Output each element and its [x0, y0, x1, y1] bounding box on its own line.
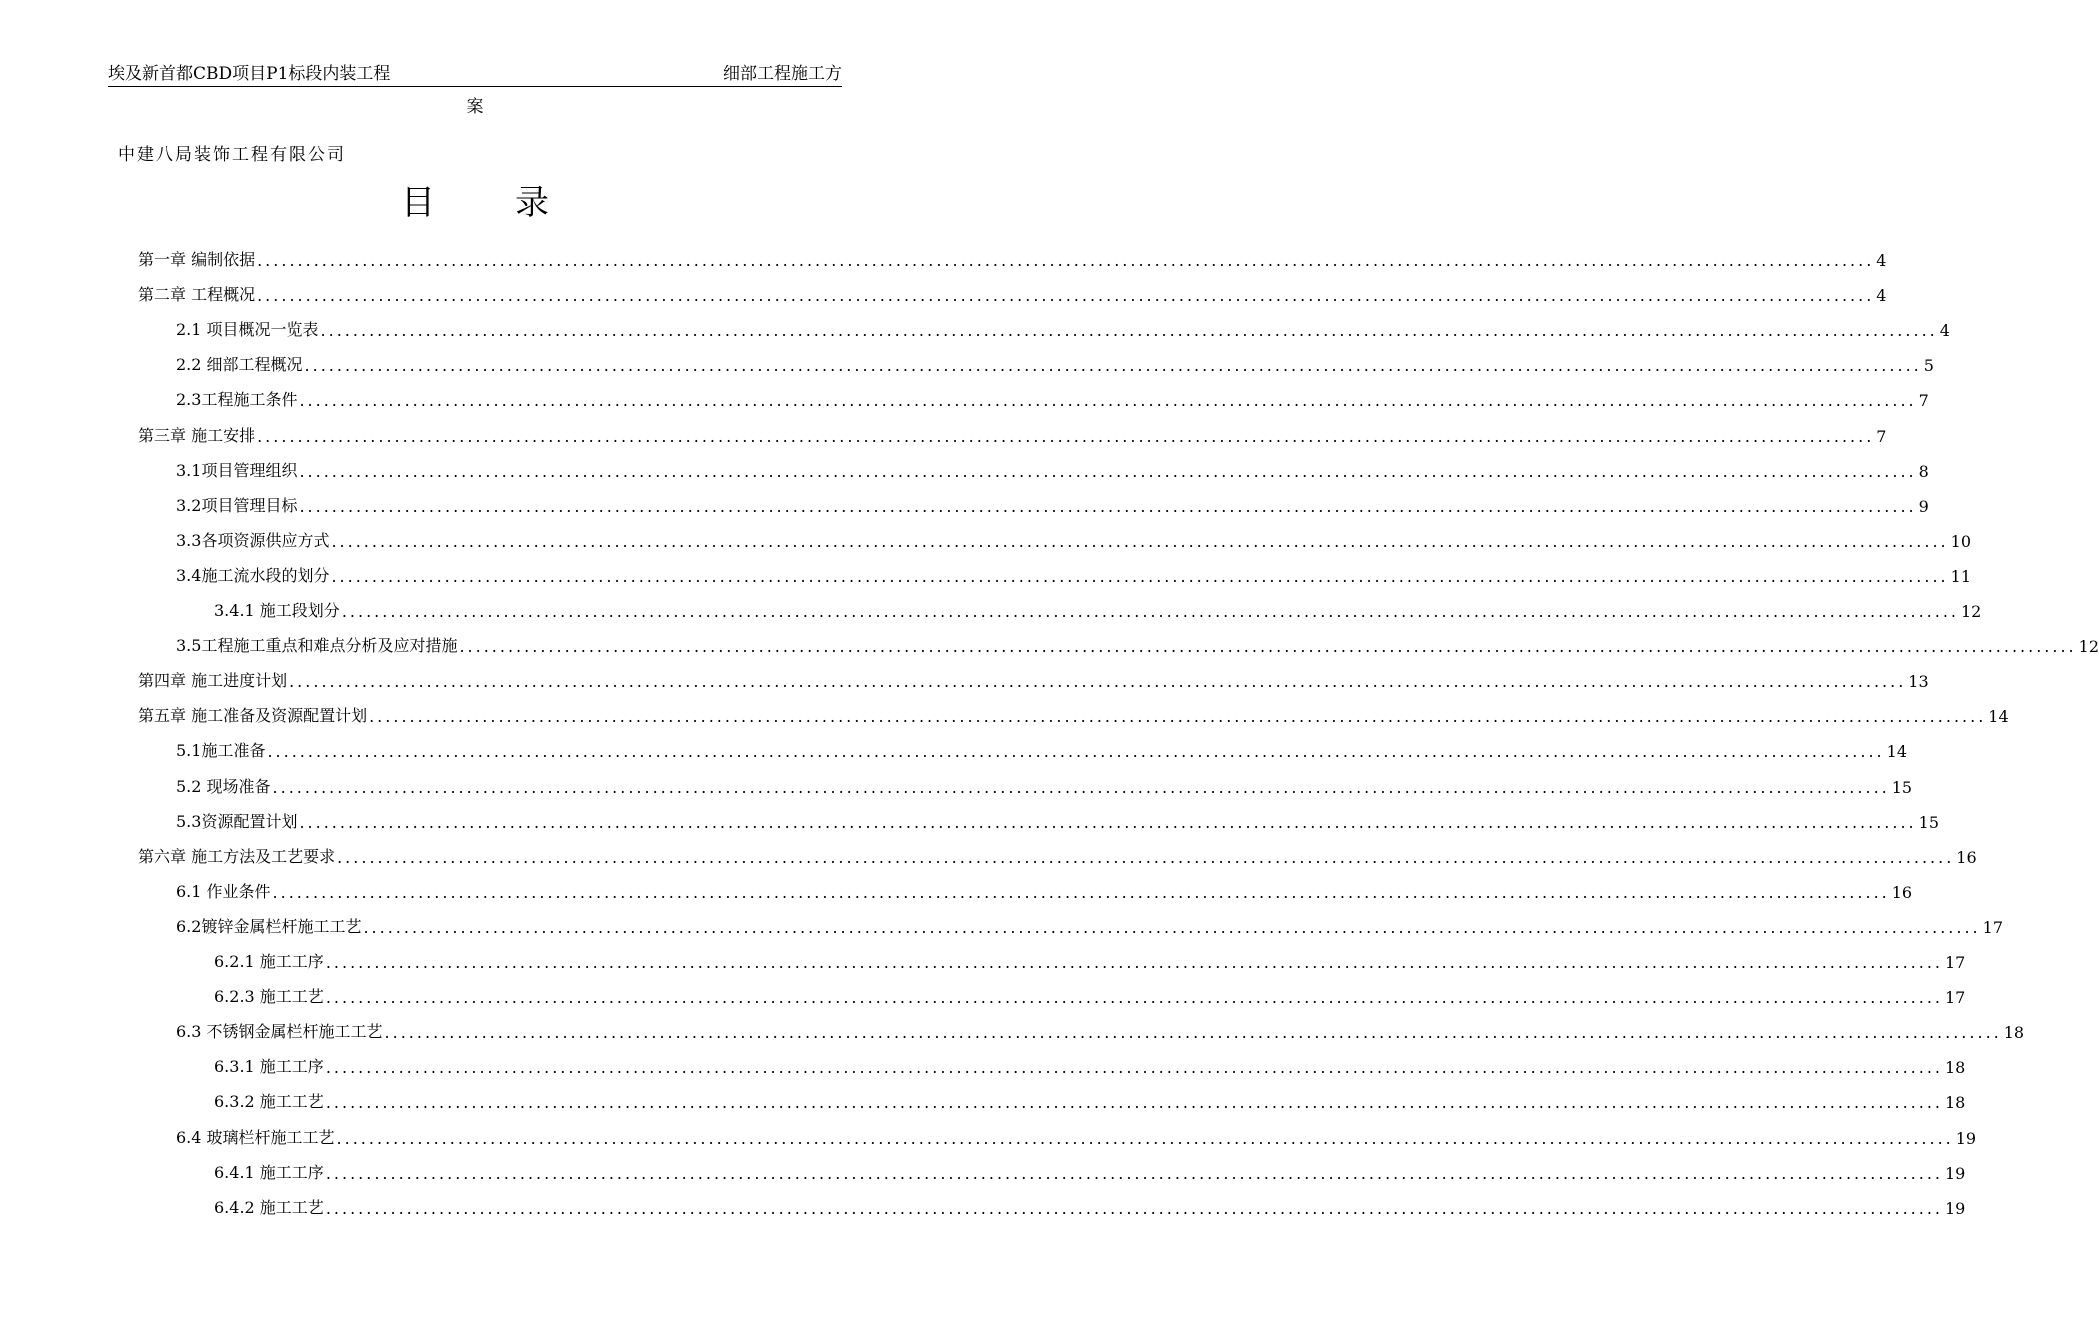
- toc-entry[interactable]: [176, 1118, 1977, 1148]
- toc-entry[interactable]: [214, 591, 1982, 621]
- toc-entry[interactable]: [176, 380, 1929, 411]
- toc-leader-dots: ........................................................................................................................................................................................................: [459, 637, 2077, 657]
- running-header: [108, 62, 842, 119]
- toc-entry[interactable]: [138, 240, 1887, 270]
- toc-entry-page: 7: [1876, 426, 1887, 446]
- toc-entry-label: 3.1项目管理组织: [176, 460, 298, 480]
- toc-entry-page: 16: [1891, 882, 1913, 902]
- toc-entry-page: 17: [1982, 917, 2003, 937]
- toc-entry-label: 5.3资源配置计划: [176, 811, 298, 831]
- toc-leader-dots: ........................................................................................................................................................................................................: [325, 1093, 1943, 1113]
- toc-entry[interactable]: [176, 731, 1907, 762]
- toc-entry-label: 第五章 施工准备及资源配置计划: [138, 706, 368, 726]
- toc-entry[interactable]: [138, 837, 1977, 867]
- toc-leader-dots: ........................................................................................................................................................................................................: [320, 321, 1938, 341]
- toc-entry-page: 4: [1939, 321, 1950, 341]
- toc-leader-dots: ........................................................................................................................................................................................................: [331, 531, 1949, 551]
- toc-entry-page: 19: [1955, 1128, 1977, 1148]
- toc-entry-page: 17: [1945, 988, 1966, 1008]
- toc-leader-dots: ........................................................................................................................................................................................................: [257, 251, 1875, 270]
- toc-entry[interactable]: [176, 556, 1971, 586]
- toc-entry-page: 16: [1956, 847, 1977, 867]
- toc-entry-label: 6.1 作业条件: [176, 881, 271, 901]
- toc-entry-page: 15: [1891, 777, 1913, 797]
- header-continued-text: 案: [466, 97, 484, 117]
- toc-entry[interactable]: [214, 942, 1966, 972]
- toc-entry-label: 3.3各项资源供应方式: [176, 530, 330, 550]
- toc-leader-dots: ........................................................................................................................................................................................................: [289, 672, 1907, 692]
- toc-entry[interactable]: [176, 872, 1913, 902]
- toc-leader-dots: ........................................................................................................................................................................................................: [299, 812, 1917, 832]
- toc-leader-dots: ........................................................................................................................................................................................................: [341, 602, 1959, 621]
- toc-entry-label: 第二章 工程概况: [138, 285, 256, 305]
- toc-entry-page: 19: [1945, 1198, 1966, 1218]
- toc-entry-label: 第六章 施工方法及工艺要求: [138, 846, 336, 866]
- toc-entry[interactable]: [214, 977, 1966, 1008]
- toc-leader-dots: ........................................................................................................................................................................................................: [369, 707, 1987, 727]
- toc-entry[interactable]: [138, 696, 2009, 727]
- toc-entry[interactable]: [138, 661, 1929, 692]
- toc-leader-dots: ........................................................................................................................................................................................................: [325, 1058, 1943, 1078]
- toc-leader-dots: ........................................................................................................................................................................................................: [337, 847, 1955, 867]
- header-right-text: 细部工程施工方: [723, 64, 842, 84]
- toc-entry-page: 18: [1945, 1058, 1966, 1078]
- toc-entry-label: 第四章 施工进度计划: [138, 671, 288, 691]
- toc-leader-dots: ........................................................................................................................................................................................................: [325, 1163, 1943, 1183]
- toc-entry[interactable]: [176, 521, 1971, 551]
- toc-entry[interactable]: [176, 486, 1929, 516]
- toc-leader-dots: ........................................................................................................................................................................................................: [267, 742, 1885, 762]
- toc-leader-dots: ........................................................................................................................................................................................................: [272, 777, 1890, 797]
- toc-leader-dots: ........................................................................................................................................................................................................: [299, 461, 1917, 481]
- toc-leader-dots: ........................................................................................................................................................................................................: [331, 566, 1949, 586]
- toc-leader-dots: ........................................................................................................................................................................................................: [325, 988, 1943, 1008]
- toc-entry-label: 6.2.1 施工工序: [214, 952, 324, 971]
- toc-leader-dots: ........................................................................................................................................................................................................: [304, 356, 1922, 376]
- toc-entry-label: 5.1施工准备: [176, 741, 266, 761]
- toc-entry-page: 13: [1908, 672, 1929, 692]
- toc-entry-page: 10: [1950, 531, 1971, 551]
- toc-entry[interactable]: [214, 1047, 1966, 1078]
- toc-entry-page: 14: [1988, 707, 2009, 727]
- header-rule: [108, 86, 842, 87]
- company-name: 中建八局装饰工程有限公司: [118, 145, 346, 165]
- toc-entry[interactable]: [138, 416, 1887, 446]
- toc-leader-dots: ........................................................................................................................................................................................................: [299, 391, 1917, 411]
- toc-entry-page: 12: [2078, 637, 2099, 657]
- toc-entry-label: 3.4.1 施工段划分: [214, 601, 340, 620]
- toc-entry-page: 12: [1961, 602, 1982, 621]
- toc-entry-label: 3.4施工流水段的划分: [176, 565, 330, 585]
- toc-entry-page: 5: [1923, 356, 1934, 376]
- toc-entry-label: 2.2 细部工程概况: [176, 355, 303, 375]
- toc-entry-page: 17: [1945, 953, 1966, 972]
- toc-entry-page: 14: [1886, 742, 1907, 762]
- toc-leader-dots: ........................................................................................................................................................................................................: [384, 1023, 2002, 1043]
- toc-entry[interactable]: [176, 310, 1950, 341]
- toc-entry[interactable]: [176, 767, 1913, 797]
- toc-entry-label: 6.2镀锌金属栏杆施工工艺: [176, 916, 362, 936]
- toc-entry-page: 7: [1918, 391, 1929, 411]
- toc-entry[interactable]: [214, 1153, 1966, 1183]
- toc-entry[interactable]: [176, 345, 1934, 376]
- toc-entry-page: 15: [1918, 812, 1939, 832]
- toc-entry[interactable]: [138, 275, 1887, 306]
- toc-entry-label: 6.4.1 施工工序: [214, 1162, 324, 1182]
- toc-leader-dots: ........................................................................................................................................................................................................: [325, 953, 1943, 972]
- toc-leader-dots: ........................................................................................................................................................................................................: [257, 426, 1875, 446]
- toc-entry[interactable]: [176, 451, 1929, 481]
- header-left-text: 埃及新首都CBD项目P1标段内装工程: [108, 64, 391, 84]
- toc-entry-page: 8: [1918, 461, 1929, 481]
- toc-entry-label: 6.4 玻璃栏杆施工工艺: [176, 1127, 335, 1147]
- toc-entry-page: 18: [1945, 1093, 1966, 1113]
- toc-entry-page: 11: [1950, 566, 1971, 586]
- toc-leader-dots: ........................................................................................................................................................................................................: [325, 1198, 1943, 1218]
- toc-entry-label: 第一章 编制依据: [138, 250, 256, 269]
- toc-entry-label: 6.3 不锈钢金属栏杆施工工艺: [176, 1022, 383, 1042]
- toc-entry-label: 6.3.1 施工工序: [214, 1057, 324, 1077]
- toc-entry-page: 9: [1918, 496, 1929, 516]
- toc-entry-label: 2.1 项目概况一览表: [176, 320, 319, 340]
- toc-entry-label: 6.3.2 施工工艺: [214, 1092, 324, 1112]
- toc-entry[interactable]: [214, 1188, 1966, 1218]
- toc-leader-dots: ........................................................................................................................................................................................................: [336, 1128, 1954, 1148]
- toc-leader-dots: ........................................................................................................................................................................................................: [257, 286, 1875, 306]
- toc-entry-page: 4: [1876, 251, 1887, 270]
- toc-entry[interactable]: [176, 1012, 2025, 1043]
- toc-leader-dots: ........................................................................................................................................................................................................: [363, 917, 1981, 937]
- toc-entry-label: 6.4.2 施工工艺: [214, 1197, 324, 1217]
- toc-entry[interactable]: [214, 1082, 1966, 1113]
- toc-leader-dots: ........................................................................................................................................................................................................: [272, 882, 1890, 902]
- toc-entry-page: 19: [1945, 1163, 1966, 1183]
- toc-entry-label: 第三章 施工安排: [138, 425, 256, 445]
- toc-entry[interactable]: [176, 626, 2099, 657]
- toc-entry[interactable]: [176, 802, 1939, 832]
- toc-entry-label: 6.2.3 施工工艺: [214, 987, 324, 1007]
- toc-entry[interactable]: [176, 907, 2003, 937]
- toc-entry-label: 5.2 现场准备: [176, 776, 271, 796]
- toc-entry-page: 4: [1876, 286, 1887, 306]
- toc-entry-label: 3.2项目管理目标: [176, 495, 298, 515]
- toc-leader-dots: ........................................................................................................................................................................................................: [299, 496, 1917, 516]
- toc-entry-label: 3.5工程施工重点和难点分析及应对措施: [176, 636, 458, 656]
- toc-title: 目录: [401, 183, 629, 223]
- toc-entry-page: 18: [2003, 1023, 2025, 1043]
- toc-entry-label: 2.3工程施工条件: [176, 390, 298, 410]
